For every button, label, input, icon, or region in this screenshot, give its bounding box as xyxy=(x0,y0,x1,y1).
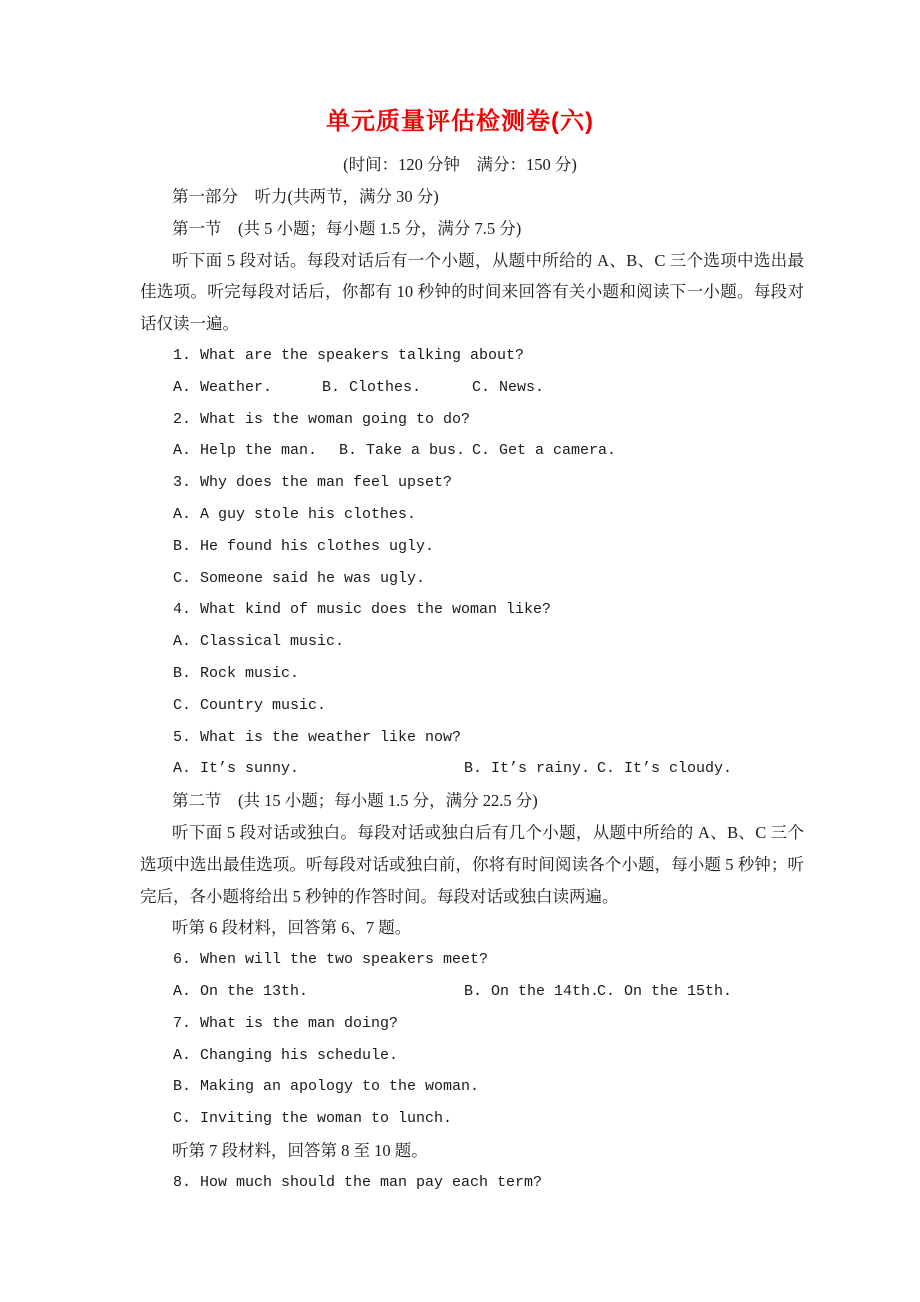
material-6-prompt: 听第 6 段材料，回答第 6、7 题。 xyxy=(172,918,412,938)
question-7-option-a: A. Changing his schedule. xyxy=(173,1046,399,1064)
question-3-option-a: A. A guy stole his clothes. xyxy=(173,505,417,523)
question-7-text: 7. What is the man doing? xyxy=(173,1014,399,1032)
page-title: 单元质量评估检测卷(六) xyxy=(326,108,594,135)
exam-time-score-info: (时间：120 分钟 满分：150 分) xyxy=(343,155,577,174)
question-2-option-c: C. Get a camera. xyxy=(472,442,617,460)
question-2-option-a: A. Help the man. xyxy=(173,442,318,460)
question-5-option-a: A. It’s sunny. xyxy=(173,760,300,778)
question-6-options xyxy=(140,976,804,1008)
question-6-option-b: B. On the 14th. xyxy=(464,982,600,1000)
question-2-text: 2. What is the woman going to do? xyxy=(173,410,471,428)
material-7-prompt: 听第 7 段材料，回答第 8 至 10 题。 xyxy=(172,1140,428,1160)
question-4-text: 4. What kind of music does the woman like? xyxy=(173,601,552,619)
question-5-text: 5. What is the weather like now? xyxy=(173,728,462,746)
question-6-text: 6. When will the two speakers meet? xyxy=(173,951,489,969)
section2-heading: 第二节 (共 15 小题；每小题 1.5 分，满分 22.5 分) xyxy=(172,791,538,811)
section2-instructions: 听下面 5 段对话或独白。每段对话或独白后有几个小题，从题中所给的 A、B、C 三个选项中选出最佳选项。听每段对话或独白前，你将有时间阅读各个小题，每小题 5 秒钟；听完后，各小题将给出 5 秒钟的作答时间。每段对话或独白读两遍。 xyxy=(140,822,805,906)
question-2-options xyxy=(140,435,804,467)
question-4-option-c: C. Country music. xyxy=(173,696,327,714)
question-6-option-c: C. On the 15th. xyxy=(597,982,733,1000)
question-1-options xyxy=(140,372,804,404)
question-4-option-b: B. Rock music. xyxy=(173,664,300,682)
question-5-option-c: C. It’s cloudy. xyxy=(597,760,733,778)
question-3-option-b: B. He found his clothes ugly. xyxy=(173,537,435,555)
exam-body xyxy=(140,181,804,1199)
question-1-option-a: A. Weather. xyxy=(173,378,273,396)
question-1-option-b: B. Clothes. xyxy=(322,378,422,396)
question-1-text: 1. What are the speakers talking about? xyxy=(173,346,525,364)
question-7-option-b: B. Making an apology to the woman. xyxy=(173,1078,480,1096)
question-6-option-a: A. On the 13th. xyxy=(173,982,309,1000)
question-5-option-b: B. It’s rainy. xyxy=(464,760,591,778)
section1-heading: 第一节 (共 5 小题；每小题 1.5 分，满分 7.5 分) xyxy=(172,218,522,238)
question-4-option-a: A. Classical music. xyxy=(173,633,345,651)
part1-heading: 第一部分 听力(共两节，满分 30 分) xyxy=(172,187,439,206)
question-8-text: 8. How much should the man pay each term? xyxy=(173,1173,543,1191)
section1-instructions: 听下面 5 段对话。每段对话后有一个小题，从题中所给的 A、B、C 三个选项中选出最佳选项。听完每段对话后，你都有 10 秒钟的时间来回答有关小题和阅读下一小题。每段对话仅读一遍。 xyxy=(140,250,804,334)
question-7-option-c: C. Inviting the woman to lunch. xyxy=(173,1110,453,1128)
question-3-option-c: C. Someone said he was ugly. xyxy=(173,569,426,587)
question-3-text: 3. Why does the man feel upset? xyxy=(173,474,453,492)
question-2-option-b: B. Take a bus. xyxy=(339,442,466,460)
question-1-option-c: C. News. xyxy=(472,378,545,396)
question-5-options xyxy=(140,753,804,785)
